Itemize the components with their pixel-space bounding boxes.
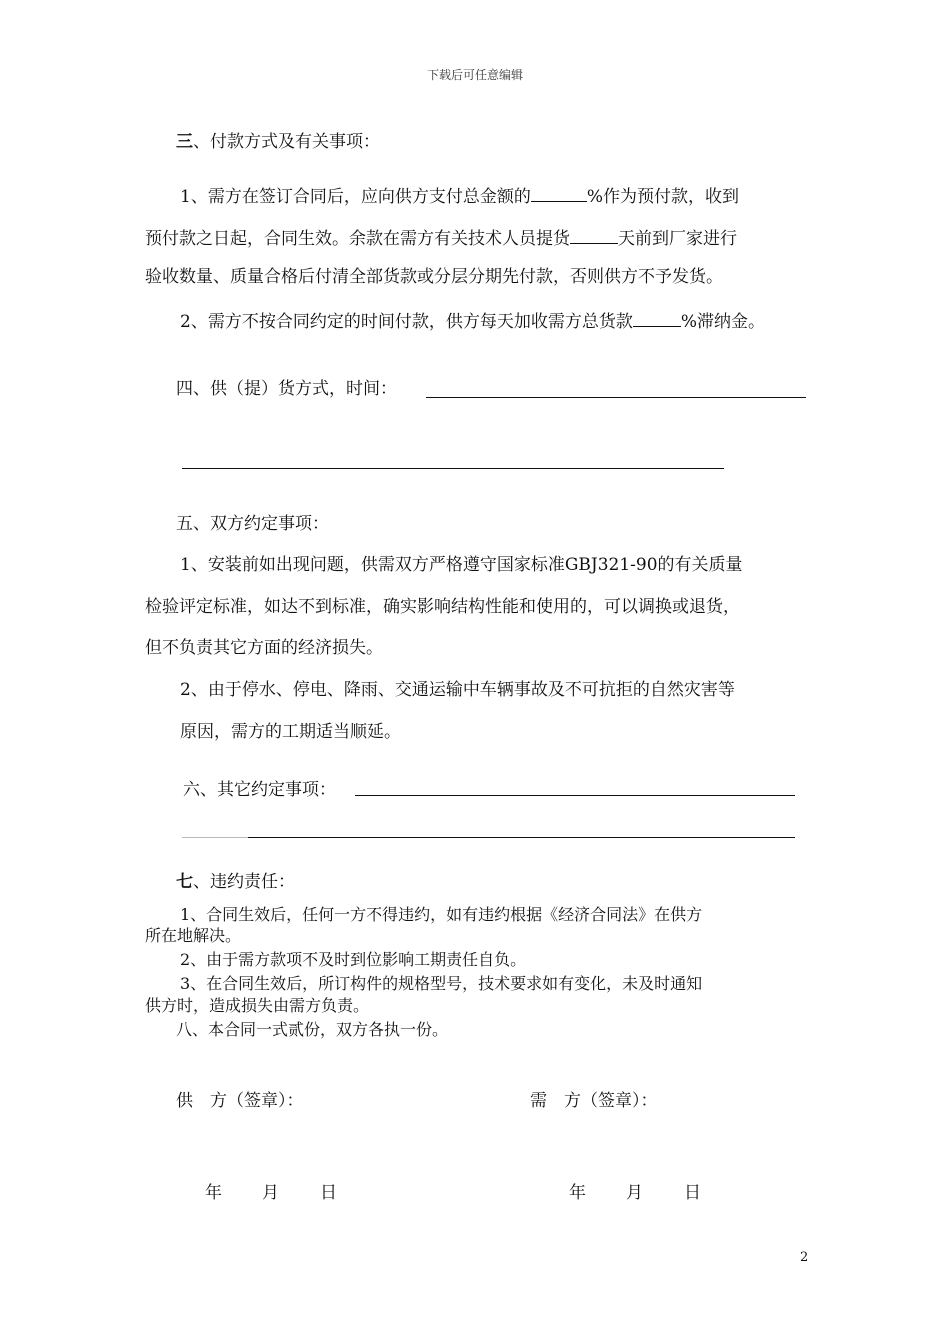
clause-3-2-text-b: %滞纳金。 xyxy=(680,312,765,332)
section-3-line-2 xyxy=(145,225,737,250)
section-3-line-4 xyxy=(180,308,765,333)
section-7-line-4: 3、在合同生效后，所订构件的规格型号，技术要求如有变化，未及时通知 xyxy=(180,974,703,993)
page-number: 2 xyxy=(800,1250,809,1265)
section-6-title: 六、其它约定事项： xyxy=(183,780,336,800)
section-5-line-3: 但不负责其它方面的经济损失。 xyxy=(145,638,383,658)
section-5-title: 五、双方约定事项： xyxy=(176,514,329,534)
section-3-number: 三 xyxy=(176,132,193,152)
supplier-date-month: 月 xyxy=(262,1183,279,1203)
delivery-blank-line-1 xyxy=(426,397,806,398)
buyer-signature-label: 需 方（签章）： xyxy=(530,1091,658,1111)
section-7-title: 、违约责任： xyxy=(193,872,295,892)
clause-3-2-text-a: 2、需方不按合同约定的时间付款，供方每天加收需方总货款 xyxy=(180,312,633,332)
late-fee-percent-blank xyxy=(633,308,681,327)
clause-3-1-text-b: %作为预付款，收到 xyxy=(586,187,739,207)
clause-3-1-text-d: 天前到厂家进行 xyxy=(618,229,737,249)
supplier-date-year: 年 xyxy=(205,1183,222,1203)
supplier-date-day: 日 xyxy=(320,1183,337,1203)
section-5-line-2: 检验评定标准，如达不到标准，确实影响结构性能和使用的，可以调换或退货， xyxy=(145,597,740,617)
clause-3-1-text-a: 1、需方在签订合同后，应向供方支付总金额的 xyxy=(180,187,531,207)
section-5-line-1: 1、安装前如出现问题，供需双方严格遵守国家标准GBJ321-90的有关质量 xyxy=(180,555,743,575)
section-5-line-5: 原因，需方的工期适当顺延。 xyxy=(180,722,401,742)
section-3-title: 、付款方式及有关事项： xyxy=(193,132,380,152)
page-header: 下载后可任意编辑 xyxy=(426,68,523,82)
pickup-days-blank xyxy=(570,225,618,244)
buyer-date-month: 月 xyxy=(626,1183,643,1203)
other-terms-faint-line xyxy=(182,837,248,838)
prepay-percent-blank xyxy=(531,183,587,202)
section-7-line-2: 所在地解决。 xyxy=(145,926,242,945)
section-3-line-3: 验收数量、质量合格后付清全部货款或分层分期先付款，否则供方不予发货。 xyxy=(145,267,723,287)
section-7-line-1: 1、合同生效后，任何一方不得违约，如有违约根据《经济合同法》在供方 xyxy=(180,905,703,924)
other-terms-blank-line-2 xyxy=(248,837,795,838)
buyer-date-year: 年 xyxy=(569,1183,586,1203)
section-7-number: 七 xyxy=(176,872,193,892)
supplier-signature-label: 供 方（签章）： xyxy=(176,1091,304,1111)
clause-3-1-text-c: 预付款之日起，合同生效。余款在需方有关技术人员提货 xyxy=(145,229,570,249)
section-7-line-5: 供方时，造成损失由需方负责。 xyxy=(145,996,370,1015)
section-4-title: 四、供（提）货方式，时间： xyxy=(176,379,397,399)
section-3-heading xyxy=(176,131,380,153)
delivery-blank-line-2 xyxy=(182,468,724,469)
section-7-heading xyxy=(176,871,295,893)
buyer-date-day: 日 xyxy=(684,1183,701,1203)
other-terms-blank-line-1 xyxy=(355,795,795,796)
section-8-text: 八、本合同一式贰份，双方各执一份。 xyxy=(176,1020,449,1039)
section-5-line-4: 2、由于停水、停电、降雨、交通运输中车辆事故及不可抗拒的自然灾害等 xyxy=(180,680,735,700)
section-7-line-3: 2、由于需方款项不及时到位影响工期责任自负。 xyxy=(180,950,527,969)
section-3-line-1 xyxy=(180,183,739,208)
